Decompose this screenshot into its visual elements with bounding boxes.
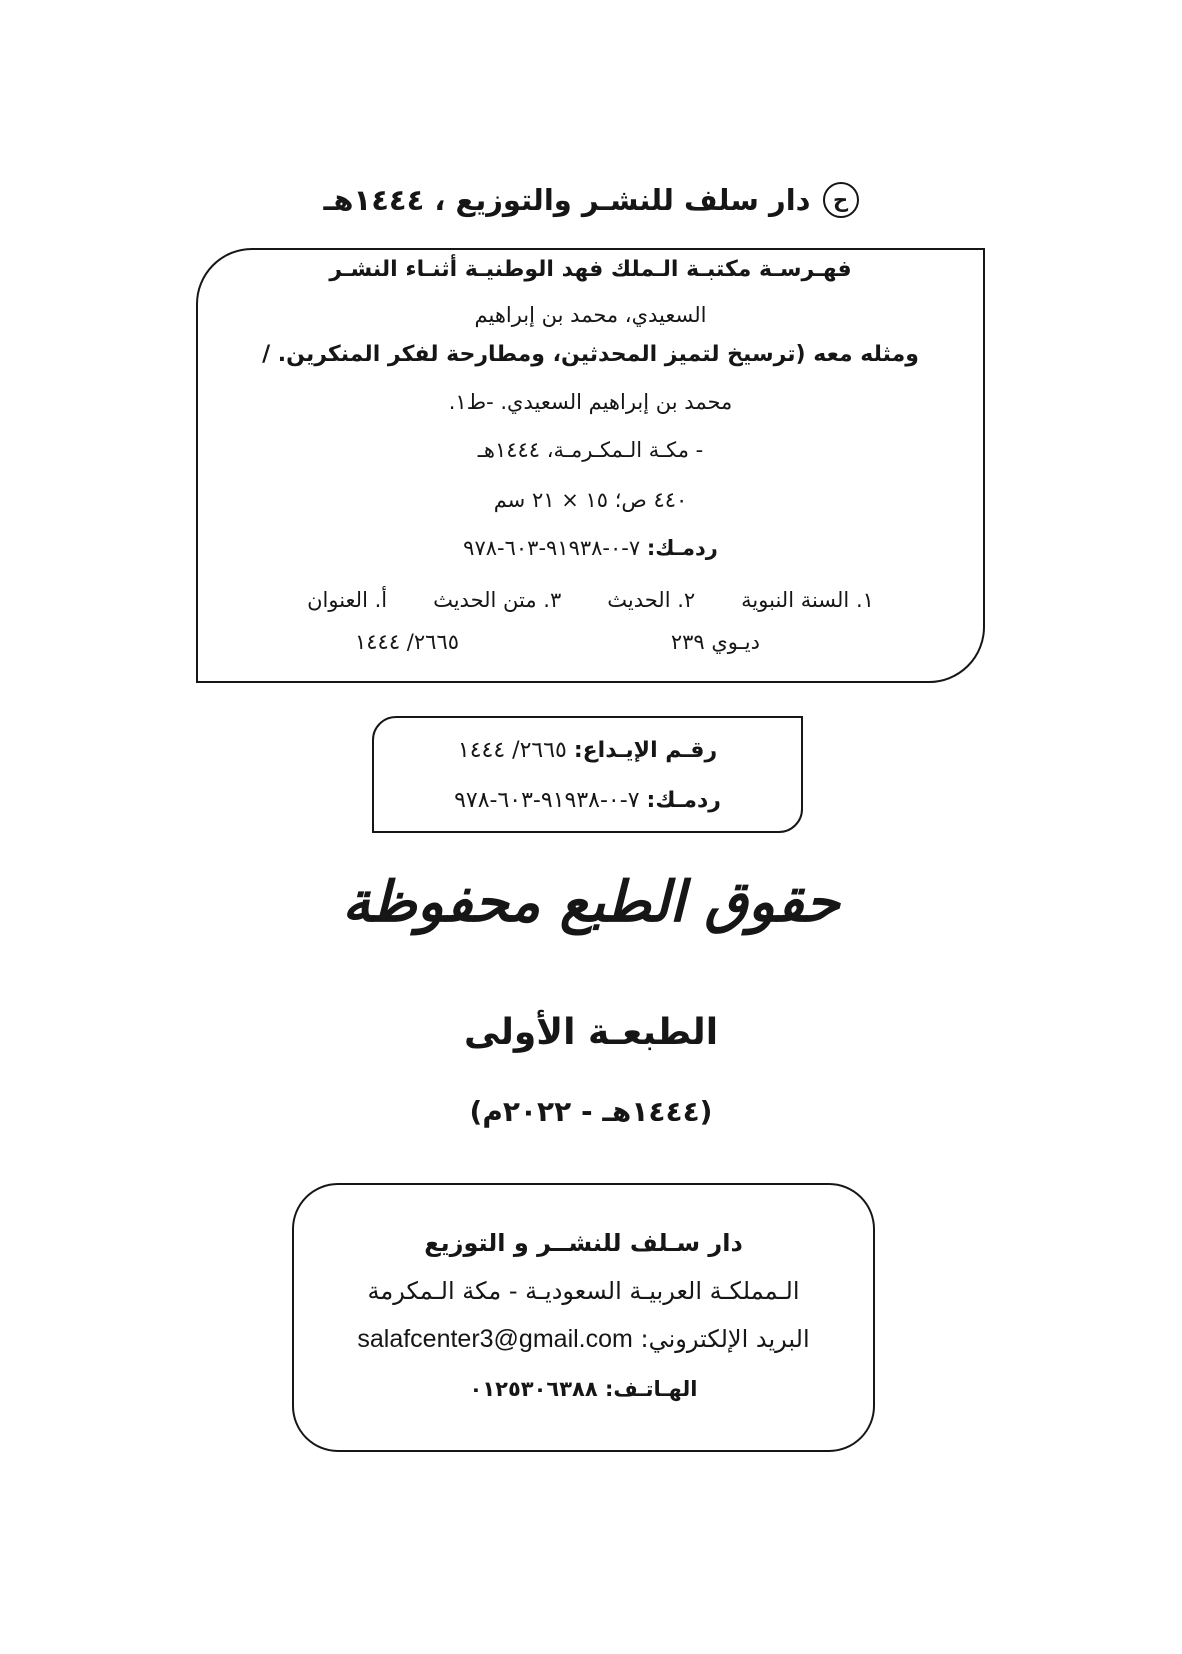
phone-label: الهـاتـف: [605,1377,698,1401]
rights-reserved-calligraphy: حقوق الطبع محفوظة [342,869,840,935]
deposit-value: ٢٦٦٥/ ١٤٤٤ [457,738,567,763]
isbn-label: ردمـك: [646,788,721,813]
catalog-extent: ٤٤٠ ص؛ ١٥ × ٢١ سم [493,488,688,512]
isbn-value: ٧-٠-٩١٩٣٨-٦٠٣-٩٧٨ [454,788,640,813]
catalog-isbn-label: ردمـك: [646,536,718,560]
cataloging-in-publication-box [196,248,985,683]
publisher-phone-line [294,1371,873,1407]
publisher-location: الـمملكـة العربيـة السعوديـة - مكة الـمكرمة [367,1277,800,1305]
catalog-author: السعيدي، محمد بن إبراهيم [474,303,707,327]
catalog-isbn-line [198,532,983,564]
deposit-isbn-box [372,716,803,833]
copyright-holder-text: دار سلف للنشـر والتوزيع ، ١٤٤٤هـ [323,183,811,217]
publisher-email-line [294,1321,873,1357]
copyright-symbol: ح [823,182,859,218]
deposit-line [374,735,801,767]
catalog-book-title: ومثله معه (ترسيخ لتميز المحدثين، ومطارحة لفكر المنكرين. / [262,342,919,367]
catalog-isbn-value: ٧-٠-٩١٩٣٨-٦٠٣-٩٧٨ [463,536,641,560]
subject-item: ١. السنة النبوية [741,588,874,612]
catalog-dewey: ديـوي ٢٣٩ [670,630,760,654]
catalog-place: - مكـة الـمكـرمـة، ١٤٤٤هـ [477,438,704,462]
email-address: salafcenter3@gmail.com [357,1325,633,1353]
catalog-deposit-number: ٢٦٦٥/ ١٤٤٤ [355,630,460,654]
subject-item: ٣. متن الحديث [433,588,562,612]
deposit-label: رقـم الإيـداع: [573,738,718,763]
phone-number: ٠١٢٥٣٠٦٣٨٨ [469,1377,598,1401]
catalog-statement: محمد بن إبراهيم السعيدي. -ط١. [448,390,733,414]
catalog-subjects [198,584,983,616]
catalog-heading: فهـرسـة مكتبـة الـملك فهد الوطنيـة أثنـاء النشـر [329,257,852,282]
publisher-name: دار سـلف للنشــر و التوزيع [424,1229,743,1257]
publisher-contact-box [292,1183,875,1452]
edition-title: الطبعـة الأولى [463,1012,719,1053]
subject-item: أ. العنوان [307,588,388,612]
isbn-line [374,785,801,817]
subject-item: ٢. الحديث [607,588,696,612]
email-label: البريد الإلكتروني: [640,1325,810,1353]
copyright-header [0,178,1182,222]
edition-date: (١٤٤٤هـ - ٢٠٢٢م) [469,1095,713,1128]
